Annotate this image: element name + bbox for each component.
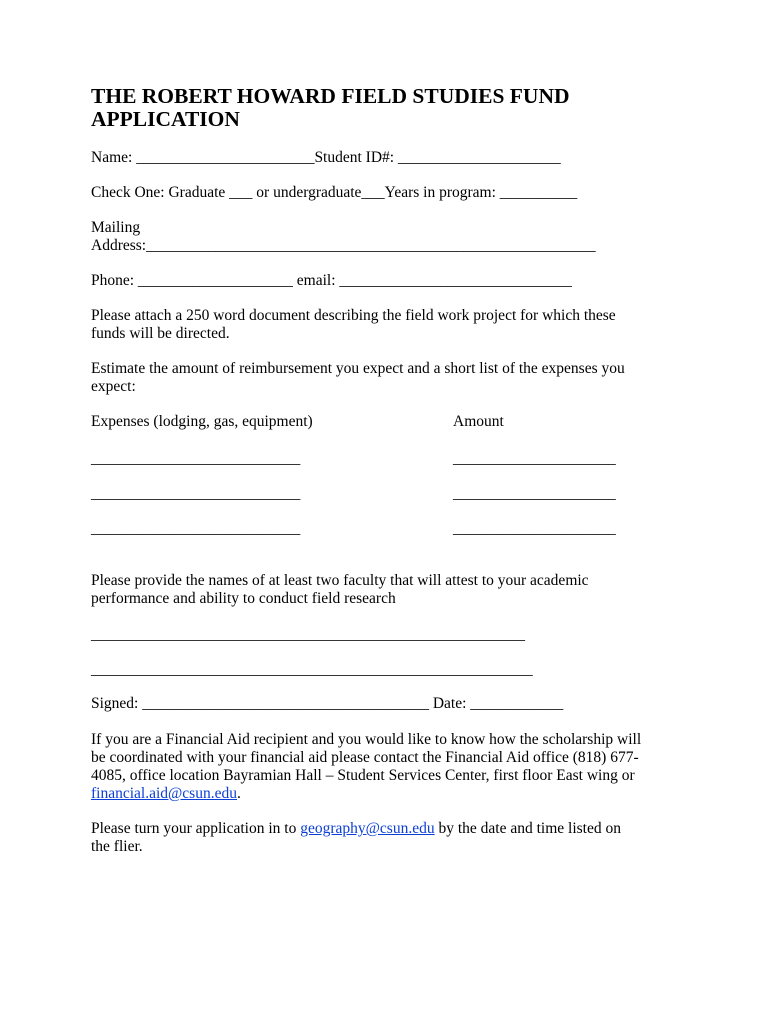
aid-period: . <box>236 785 241 802</box>
form-title <box>91 85 570 131</box>
attach-instruction-line-1: Please attach a 250 word document describing the field work project for which these <box>91 307 616 324</box>
aid-info-line-2: be coordinated with your financial aid please contact the Financial Aid office (818) 677- <box>91 749 639 766</box>
faculty-name-blank-1[interactable]: ________________________________________________________ <box>91 626 525 643</box>
turn-in-line-2: the flier. <box>91 838 143 855</box>
expense-blank-1[interactable]: ___________________________ <box>91 450 301 467</box>
turn-in-text-before: Please turn your application in to <box>91 820 301 837</box>
faculty-instruction-line-1: Please provide the names of at least two faculty that will attest to your academic <box>91 572 589 589</box>
amount-blank-1[interactable]: _____________________ <box>453 450 616 467</box>
aid-info-line-4 <box>91 785 241 803</box>
aid-info-line-3: 4085, office location Bayramian Hall – Student Services Center, first floor East wing or <box>91 767 635 784</box>
title-line-2: APPLICATION <box>91 107 240 131</box>
expense-blank-3[interactable]: ___________________________ <box>91 520 301 537</box>
attach-instruction-line-2: funds will be directed. <box>91 325 230 342</box>
geography-email-link[interactable]: geography@csun.edu <box>300 820 435 837</box>
signature-date-field[interactable]: Signed: _____________________________________ Date: ____________ <box>91 695 564 712</box>
turn-in-text-after: by the date and time listed on <box>434 820 621 837</box>
estimate-instruction-line-2: expect: <box>91 378 136 395</box>
financial-aid-email-link[interactable]: financial.aid@csun.edu <box>91 785 237 802</box>
faculty-name-blank-2[interactable]: _________________________________________________________ <box>91 661 533 678</box>
student-level-field[interactable]: Check One: Graduate ___ or undergraduate___Years in program: __________ <box>91 184 578 201</box>
phone-email-field[interactable]: Phone: ____________________ email: ______________________________ <box>91 272 572 289</box>
expense-blank-2[interactable]: ___________________________ <box>91 485 301 502</box>
faculty-instruction-line-2: performance and ability to conduct field research <box>91 590 396 607</box>
title-line-1: THE ROBERT HOWARD FIELD STUDIES FUND <box>91 84 570 108</box>
mailing-address-field[interactable]: Address:__________________________________________________________ <box>91 237 596 254</box>
mailing-label: Mailing <box>91 219 141 236</box>
name-student-id-field[interactable]: Name: _______________________Student ID#: _____________________ <box>91 149 561 166</box>
estimate-instruction-line-1: Estimate the amount of reimbursement you expect and a short list of the expenses you <box>91 360 625 377</box>
turn-in-line-1 <box>91 820 621 838</box>
amount-blank-2[interactable]: _____________________ <box>453 485 616 502</box>
aid-info-line-1: If you are a Financial Aid recipient and you would like to know how the scholarship will <box>91 731 642 748</box>
amount-header: Amount <box>453 413 504 430</box>
amount-blank-3[interactable]: _____________________ <box>453 520 616 537</box>
expenses-header: Expenses (lodging, gas, equipment) <box>91 413 313 430</box>
